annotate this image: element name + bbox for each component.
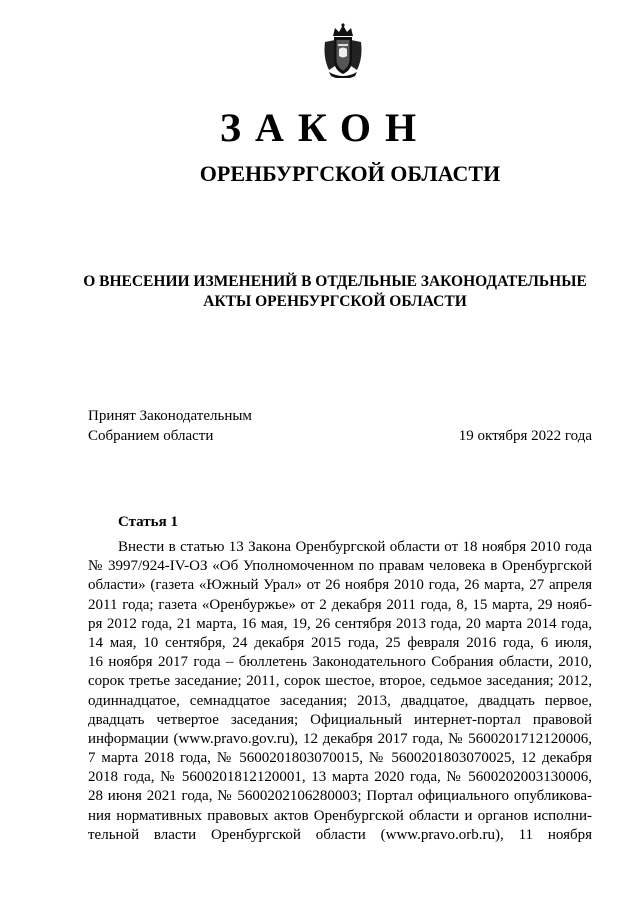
body-line: области» (газета «Южный Урал» от 26 ноября 2010 года, 26 марта, 27 апреля: [88, 577, 592, 594]
article-body: [88, 538, 592, 845]
body-line: 7 марта 2018 года, № 5600201803070015, № 5600201803070025, 12 декабря: [88, 750, 592, 767]
body-line: 16 ноября 2017 года – бюллетень Законодательного Собрания области, 2010,: [88, 654, 592, 671]
body-line: 2018 года, № 5600201812120001, 13 марта 2020 года, № 5600202003130006,: [88, 769, 592, 786]
adoption-block: [88, 406, 252, 446]
coat-of-arms-icon: [321, 22, 365, 78]
adoption-line: Принят Законодательным: [88, 408, 252, 424]
body-line: ния нормативных правовых актов Оренбургской области и органов исполни-: [88, 807, 592, 824]
law-title: ЗАКОН: [219, 105, 431, 150]
article-heading: Статья 1: [118, 514, 178, 530]
body-line: ря 2012 года, 21 марта, 16 мая, 19, 26 сентября 2013 года, 20 марта 2014 года,: [88, 615, 592, 632]
adoption-line: Собранием области: [88, 428, 214, 444]
law-subject-line: О ВНЕСЕНИИ ИЗМЕНЕНИЙ В ОТДЕЛЬНЫЕ ЗАКОНОДАТЕЛЬНЫЕ: [83, 273, 587, 290]
body-line: тельной власти Оренбургской области (www.pravo.orb.ru), 11 ноября: [88, 826, 592, 843]
body-line: двадцать четвертое заседания; Официальный интернет-портал правовой: [88, 711, 592, 728]
body-line: 2011 года; газета «Оренбуржье» от 2 декабря 2011 года, 8, 15 марта, 29 нояб-: [88, 596, 592, 613]
body-line: № 3997/924-IV-ОЗ «Об Уполномоченном по правам человека в Оренбургской: [88, 558, 592, 575]
body-line: сорок третье заседание; 2011, сорок шестое, второе, седьмое заседания; 2012,: [88, 673, 592, 690]
body-line: информации (www.pravo.gov.ru), 12 декабря 2017 года, № 5600201712120006,: [88, 730, 592, 747]
body-line: 14 мая, 10 сентября, 24 декабря 2015 года, 25 февраля 2016 года, 6 июля,: [88, 634, 592, 651]
law-subject: [60, 272, 610, 312]
body-line: 28 июня 2021 года, № 5600202106280003; Портал официального опубликова-: [88, 788, 592, 805]
adoption-date: 19 октября 2022 года: [458, 428, 592, 444]
law-subject-line: АКТЫ ОРЕНБУРГСКОЙ ОБЛАСТИ: [203, 293, 467, 310]
body-line: одиннадцатое, семнадцатое заседания; 2013, двадцатое, двадцать первое,: [88, 692, 592, 709]
region-title: ОРЕНБУРГСКОЙ ОБЛАСТИ: [199, 161, 501, 186]
body-line: Внести в статью 13 Закона Оренбургской области от 18 ноября 2010 года: [118, 539, 592, 555]
